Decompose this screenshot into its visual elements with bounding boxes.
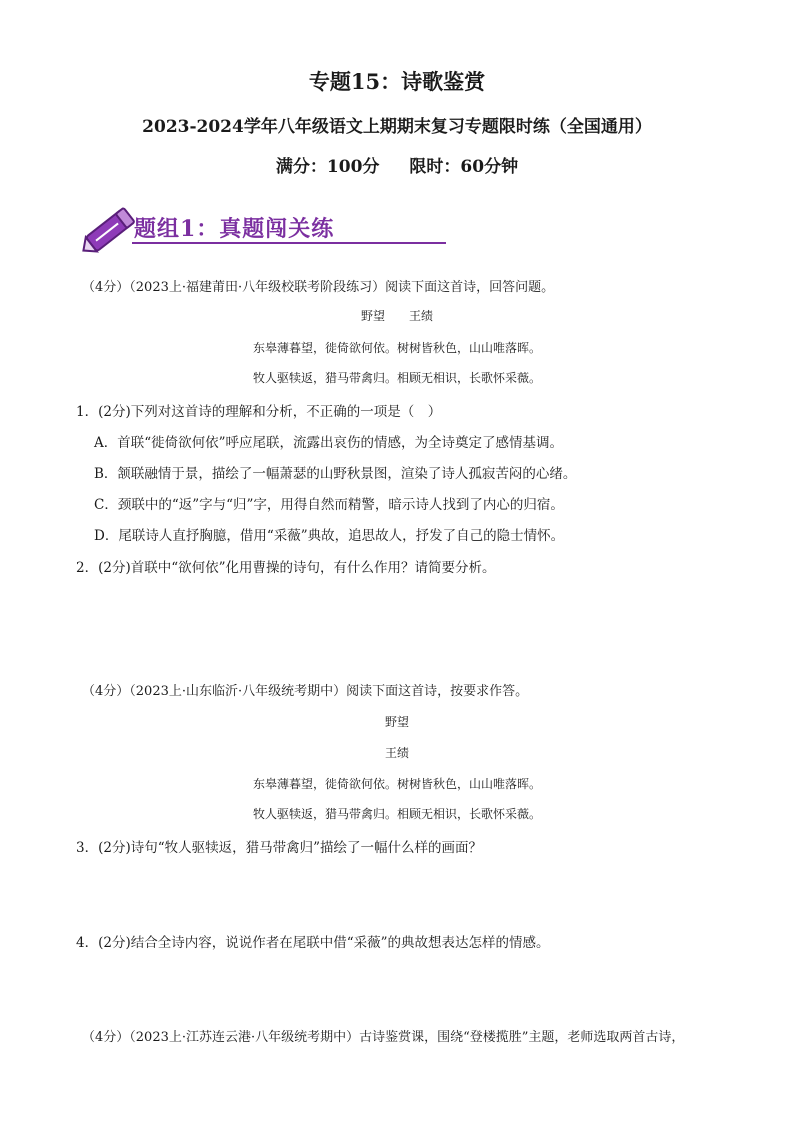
group1-poem-line2: 牧人驱犊返，猎马带禽归。相顾无相识，长歌怀采薇。	[252, 371, 541, 385]
question-3: 3．(2分)诗句“牧人驱犊返，猎马带禽归”描绘了一幅什么样的画面？	[76, 840, 483, 856]
section-header	[76, 198, 376, 260]
section-title: 题组1：真题闯关练	[134, 216, 335, 242]
group1-poem-title: 野望 王绩	[360, 309, 433, 323]
question-1-option-d: D．尾联诗人直抒胸臆，借用“采薇”典故，追思故人，抒发了自己的隐士情怀。	[94, 528, 565, 544]
page-title: 专题15：诗歌鉴赏	[308, 69, 486, 94]
full-score: 满分：100分	[275, 157, 380, 177]
time-limit: 限时：60分钟	[409, 157, 519, 177]
section-underline	[132, 242, 446, 244]
group2-poem-title: 野望	[384, 715, 409, 729]
group1-poem-line1: 东皋薄暮望，徙倚欲何依。树树皆秋色，山山唯落晖。	[252, 341, 541, 355]
question-1: 1．(2分)下列对这首诗的理解和分析，不正确的一项是（ ）	[76, 404, 442, 420]
group3-intro: （4分）（2023上·江苏连云港·八年级统考期中）古诗鉴赏课，围绕“登楼揽胜”主题，老师选取两首古诗，	[82, 1030, 685, 1045]
question-1-option-b: B．颔联融情于景，描绘了一幅萧瑟的山野秋景图，渲染了诗人孤寂苦闷的心绪。	[94, 466, 577, 482]
group2-poem-line2: 牧人驱犊返，猎马带禽归。相顾无相识，长歌怀采薇。	[252, 807, 541, 821]
score-line	[0, 152, 794, 177]
group2-poem-line1: 东皋薄暮望，徙倚欲何依。树树皆秋色，山山唯落晖。	[252, 777, 541, 791]
group1-intro: （4分）（2023上·福建莆田·八年级校联考阶段练习）阅读下面这首诗，回答问题。	[82, 280, 555, 295]
question-1-option-c: C．颈联中的“返”字与“归”字，用得自然而精警，暗示诗人找到了内心的归宿。	[94, 497, 564, 513]
group2-poem-author: 王绩	[384, 746, 409, 760]
page-subtitle: 2023-2024学年八年级语文上期期末复习专题限时练（全国通用）	[142, 117, 652, 137]
question-1-option-a: A．首联“徙倚欲何依”呼应尾联，流露出哀伤的情感，为全诗奠定了感情基调。	[94, 435, 564, 451]
group2-intro: （4分）（2023上·山东临沂·八年级统考期中）阅读下面这首诗，按要求作答。	[82, 684, 529, 699]
question-2: 2．(2分)首联中“欲何依”化用曹操的诗句，有什么作用？请简要分析。	[76, 560, 496, 576]
question-4: 4．(2分)结合全诗内容，说说作者在尾联中借“采薇”的典故想表达怎样的情感。	[76, 935, 550, 951]
